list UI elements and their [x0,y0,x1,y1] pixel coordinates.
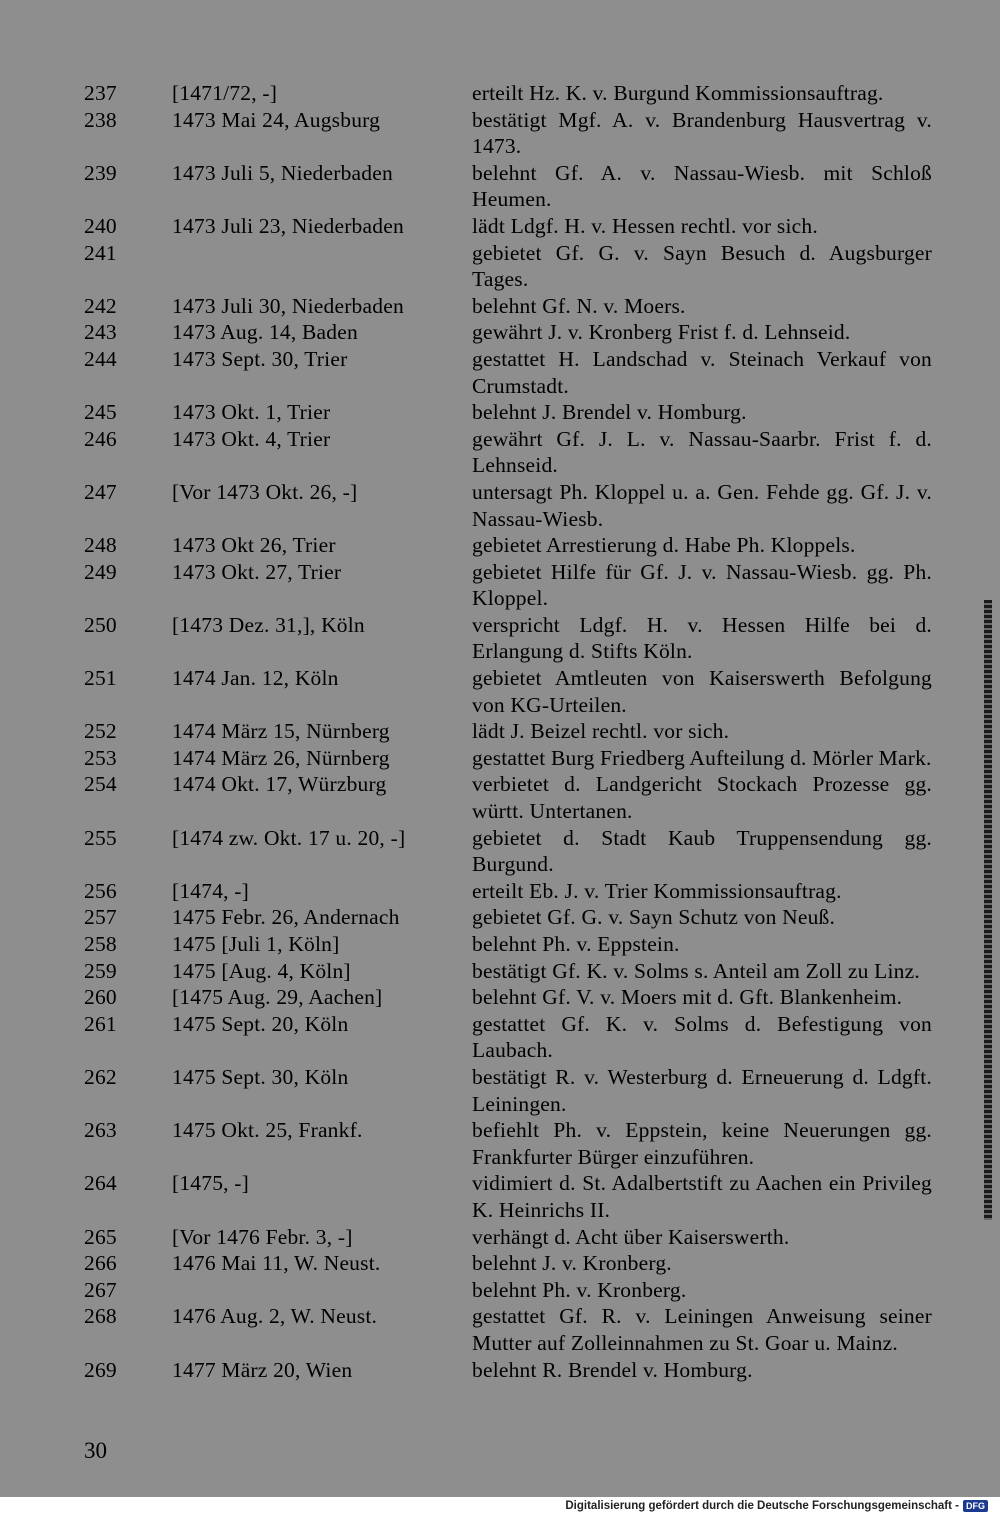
table-row [0,984,1000,1011]
entry-number: 262 [84,1064,117,1089]
entry-text: belehnt Gf. V. v. Moers mit d. Gft. Blankenheim. [472,985,903,1010]
entry-text: bestätigt R. v. Westerburg d. Erneuerung d. Ldgft. Leiningen. [472,1064,932,1116]
entry-date: [1473 Dez. 31,], Köln [172,612,365,637]
entry-text: erteilt Eb. J. v. Trier Kommissionsauftrag. [472,878,842,903]
entry-number: 242 [84,293,117,318]
entry-date: [1475, -] [172,1171,250,1196]
entry-text: gewährt J. v. Kronberg Frist f. d. Lehnseid. [472,320,851,345]
entry-text: gestattet H. Landschad v. Steinach Verkauf von Crumstadt. [472,346,932,398]
entry-date: 1473 Juli 5, Niederbaden [172,160,393,185]
entry-number: 241 [84,240,117,265]
table-row [0,160,1000,213]
entry-number: 254 [84,772,117,797]
entry-number: 266 [84,1251,117,1276]
table-row [0,1117,1000,1170]
entry-date: 1477 März 20, Wien [172,1357,353,1382]
entry-date: 1475 Febr. 26, Andernach [172,905,400,930]
regesta-table [0,80,1000,1383]
entry-date: 1474 März 15, Nürnberg [172,719,390,744]
table-row [0,1277,1000,1304]
entry-text: gebietet Gf. G. v. Sayn Besuch d. Augsburger Tages. [472,240,932,292]
entry-date: 1474 März 26, Nürnberg [172,745,390,770]
entry-number: 268 [84,1304,117,1329]
entry-date: 1473 Okt. 27, Trier [172,559,342,584]
page-number: 30 [84,1438,107,1463]
table-row [0,1170,1000,1223]
entry-number: 257 [84,905,117,930]
entry-number: 239 [84,160,117,185]
table-row [0,718,1000,745]
entry-date: 1473 Okt 26, Trier [172,533,336,558]
table-row [0,612,1000,665]
table-row [0,1357,1000,1384]
entry-text: gebietet Arrestierung d. Habe Ph. Kloppels. [472,533,856,558]
entry-date: [1471/72, -] [172,81,278,105]
table-row [0,1303,1000,1356]
entry-text: belehnt Ph. v. Kronberg. [472,1277,687,1302]
entry-date: 1473 Aug. 14, Baden [172,320,358,345]
footer-credit [565,1500,988,1512]
entry-number: 263 [84,1118,117,1143]
entry-text: vidimiert d. St. Adalbertstift zu Aachen ein Privileg K. Heinrichs II. [472,1171,932,1222]
entry-number: 240 [84,213,117,238]
entry-number: 261 [84,1011,117,1036]
entry-number: 246 [84,426,117,451]
table-row [0,319,1000,346]
entry-number: 265 [84,1224,117,1249]
table-row [0,1250,1000,1277]
entry-number: 267 [84,1277,117,1302]
footer-text: Digitalisierung gefördert durch die Deutsche Forschungsgemeinschaft - [565,1500,959,1512]
entry-number: 251 [84,666,117,691]
table-row [0,771,1000,824]
entry-date [172,240,472,293]
entry-date: [1474, -] [172,878,250,903]
table-row [0,399,1000,426]
entry-number: 245 [84,400,117,425]
table-row [0,426,1000,479]
entry-text: gebietet Gf. G. v. Sayn Schutz von Neuß. [472,905,836,930]
entry-number: 256 [84,878,117,903]
entry-date: 1475 Sept. 30, Köln [172,1064,349,1089]
entry-date: 1473 Okt. 1, Trier [172,400,331,425]
entry-date: 1474 Okt. 17, Würzburg [172,772,387,797]
entry-date: 1475 [Aug. 4, Köln] [172,958,351,983]
dfg-logo: DFG [963,1500,988,1512]
entry-text: belehnt R. Brendel v. Homburg. [472,1357,753,1382]
entry-text: gestattet Gf. K. v. Solms d. Befestigung von Laubach. [472,1011,932,1063]
entry-text: belehnt Ph. v. Eppstein. [472,932,680,956]
entry-text: gewährt Gf. J. L. v. Nassau-Saarbr. Frist f. d. Lehnseid. [472,426,932,478]
entry-text: verbietet d. Landgericht Stockach Prozesse gg. württ. Untertanen. [472,772,932,824]
entry-text: bestätigt Gf. K. v. Solms s. Anteil am Zoll zu Linz. [472,958,920,983]
entry-number: 258 [84,932,117,956]
table-row [0,958,1000,985]
table-row [0,931,1000,958]
entry-number: 243 [84,320,117,345]
entry-number: 269 [84,1357,117,1382]
entry-text: belehnt J. Brendel v. Homburg. [472,400,747,425]
entry-text: erteilt Hz. K. v. Burgund Kommissionsauftrag. [472,81,884,105]
entry-date: [1475 Aug. 29, Aachen] [172,985,383,1010]
table-row [0,213,1000,240]
entry-date: 1475 Okt. 25, Frankf. [172,1118,363,1143]
table-row [0,825,1000,878]
entry-date: 1473 Mai 24, Augsburg [172,107,381,132]
entry-text: bestätigt Mgf. A. v. Brandenburg Hausvertrag v. 1473. [472,107,932,159]
table-row [0,80,1000,107]
entry-text: gestattet Burg Friedberg Aufteilung d. Mörler Mark. [472,745,932,770]
entry-date: [1474 zw. Okt. 17 u. 20, -] [172,825,406,850]
table-row [0,1011,1000,1064]
entry-number: 238 [84,107,117,132]
entry-text: verspricht Ldgf. H. v. Hessen Hilfe bei d. Erlangung d. Stifts Köln. [472,612,932,664]
table-row [0,240,1000,293]
table-row [0,1224,1000,1251]
entry-date: 1475 [Juli 1, Köln] [172,932,340,956]
entry-number: 259 [84,958,117,983]
entry-text: belehnt Gf. A. v. Nassau-Wiesb. mit Schloß Heumen. [472,160,932,212]
table-row [0,107,1000,160]
entry-date: 1475 Sept. 20, Köln [172,1011,349,1036]
entry-text: lädt Ldgf. H. v. Hessen rechtl. vor sich. [472,213,818,238]
entry-number: 248 [84,533,117,558]
entry-text: gestattet Gf. R. v. Leiningen Anweisung seiner Mutter auf Zolleinnahmen zu St. Goar u. Mainz. [472,1304,932,1355]
entry-text: gebietet Amtleuten von Kaiserswerth Befolgung von KG-Urteilen. [472,666,932,717]
table-row [0,878,1000,905]
table-row [0,1064,1000,1117]
entry-date: 1473 Okt. 4, Trier [172,426,331,451]
entry-number: 247 [84,479,117,504]
entry-text: belehnt Gf. N. v. Moers. [472,293,686,318]
entry-text: gebietet Hilfe für Gf. J. v. Nassau-Wiesb. gg. Ph. Kloppel. [472,559,932,611]
entry-date: [Vor 1473 Okt. 26, -] [172,479,358,504]
entry-text: befiehlt Ph. v. Eppstein, keine Neuerungen gg. Frankfurter Bürger einzuführen. [472,1118,932,1169]
entry-date: 1473 Sept. 30, Trier [172,346,348,371]
entry-number: 252 [84,719,117,744]
entry-date: 1473 Juli 30, Niederbaden [172,293,404,318]
entry-number: 253 [84,745,117,770]
table-row [0,559,1000,612]
entry-number: 244 [84,346,117,371]
entry-number: 264 [84,1171,117,1196]
table-row [0,479,1000,532]
entry-date: 1474 Jan. 12, Köln [172,666,339,691]
entry-text: lädt J. Beizel rechtl. vor sich. [472,719,730,744]
table-row [0,745,1000,772]
page-edge-shadow [984,600,992,1220]
entry-text: untersagt Ph. Kloppel u. a. Gen. Fehde gg. Gf. J. v. Nassau-Wiesb. [472,479,932,531]
table-row [0,532,1000,559]
entry-number: 255 [84,825,117,850]
entry-date: [Vor 1476 Febr. 3, -] [172,1224,353,1249]
entry-date [172,1277,472,1304]
entry-date: 1476 Mai 11, W. Neust. [172,1251,381,1276]
table-row [0,904,1000,931]
table-row [0,346,1000,399]
entry-number: 250 [84,612,117,637]
entry-number: 260 [84,985,117,1010]
table-row [0,293,1000,320]
entry-number: 249 [84,559,117,584]
entry-date: 1473 Juli 23, Niederbaden [172,213,404,238]
entry-text: verhängt d. Acht über Kaiserswerth. [472,1224,790,1249]
entry-date: 1476 Aug. 2, W. Neust. [172,1304,378,1329]
entry-text: belehnt J. v. Kronberg. [472,1251,672,1276]
entry-text: gebietet d. Stadt Kaub Truppensendung gg. Burgund. [472,825,932,877]
entry-number: 237 [84,81,117,105]
table-row [0,665,1000,718]
